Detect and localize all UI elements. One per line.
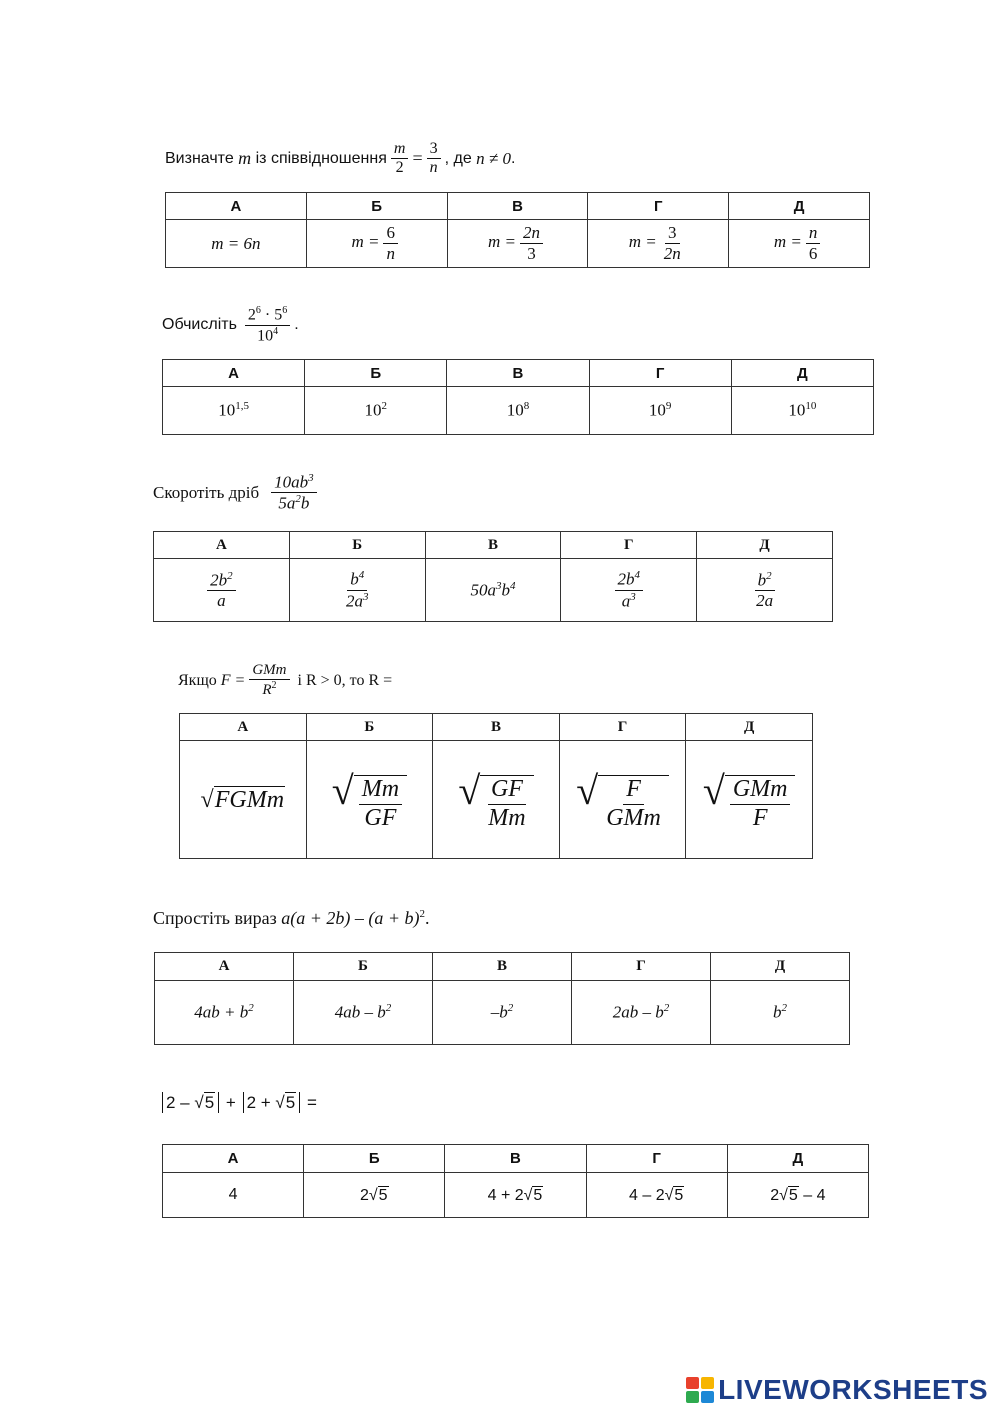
q6-header-c: В xyxy=(445,1145,586,1173)
q3-answer-table xyxy=(153,531,833,622)
q2-options-row xyxy=(163,387,874,435)
liveworksheets-logo xyxy=(686,1374,988,1406)
q6-header-e: Д xyxy=(727,1145,868,1173)
q4-option-c[interactable]: √ $\frac{GF}{Mm}$ xyxy=(433,741,560,859)
q4-header-b: Б xyxy=(306,714,433,741)
q2-header-d: Г xyxy=(589,360,731,387)
q3-option-b[interactable]: $\frac{b^4}{2a^3}$ xyxy=(289,559,425,622)
q1-header-b: Б xyxy=(306,193,447,220)
q4-header-c: В xyxy=(433,714,560,741)
q6-header-a: А xyxy=(163,1145,304,1173)
q4-header-row xyxy=(180,714,813,741)
q1-option-c[interactable]: m = $\frac{2n}{3}$ xyxy=(447,220,588,268)
question-3-prompt: Скоротіть дріб $\frac{10ab^3}{5a^2b}$ xyxy=(153,472,321,513)
q5-option-b[interactable]: $4ab - b^2$ xyxy=(294,981,433,1045)
q2-header-b: Б xyxy=(305,360,447,387)
q3-header-b: Б xyxy=(289,532,425,559)
q5-header-row xyxy=(155,953,850,981)
q4-option-a[interactable]: √FGMm xyxy=(180,741,307,859)
q6-option-e[interactable]: 2√5 – 4 xyxy=(727,1173,868,1218)
q3-header-c: В xyxy=(425,532,561,559)
question-6-prompt: 2 – √5 + 2 + √5 = xyxy=(160,1092,317,1113)
q6-option-a[interactable]: 4 xyxy=(163,1173,304,1218)
q2-header-row xyxy=(163,360,874,387)
q5-option-e[interactable]: $b^2$ xyxy=(711,981,850,1045)
q4-header-e: Д xyxy=(686,714,813,741)
q5-options-row xyxy=(155,981,850,1045)
q1-answer-table xyxy=(165,192,870,268)
q3-header-a: А xyxy=(154,532,290,559)
q5-answer-table xyxy=(154,952,850,1045)
q1-mid: із співвідношення xyxy=(255,149,387,167)
q1-header-d: Г xyxy=(588,193,729,220)
q3-header-d: Г xyxy=(561,532,697,559)
q1-options-row xyxy=(166,220,870,268)
q6-abs-1: 2 – √5 xyxy=(162,1092,219,1113)
question-5-prompt: Спростіть вираз a(a + 2b) – (a + b) $^2$ . xyxy=(153,908,430,928)
q1-fraction-2: $\frac{3}{n}$ xyxy=(427,140,441,178)
q2-answer-table xyxy=(162,359,874,435)
q1-option-b[interactable]: m = $\frac{6}{n}$ xyxy=(306,220,447,268)
q1-header-c: В xyxy=(447,193,588,220)
q1-option-a[interactable]: m = 6n xyxy=(166,220,307,268)
q4-answer-table xyxy=(179,713,813,859)
q5-header-e: Д xyxy=(711,953,850,981)
q2-header-c: В xyxy=(447,360,589,387)
q6-header-row xyxy=(163,1145,869,1173)
q2-fraction: $\frac{2^6 \cdot 5^6}{10^4}$ xyxy=(245,305,290,345)
question-1-prompt: Визначте m із співвідношення $\frac{m}{2}$ = $\frac{3}{n}$ , де n ≠ 0 . xyxy=(165,140,516,177)
q3-header-e: Д xyxy=(697,532,833,559)
q4-options-row xyxy=(180,741,813,859)
q6-abs-2: 2 + √5 xyxy=(243,1092,301,1113)
q2-option-a[interactable]: 10$^{1,5}$ xyxy=(163,387,305,435)
q2-option-e[interactable]: $10^{10}$ xyxy=(731,387,873,435)
q3-option-a[interactable]: $\frac{2b^2}{a}$ xyxy=(154,559,290,622)
q2-header-e: Д xyxy=(731,360,873,387)
q1-text: Визначте xyxy=(165,149,234,167)
question-2-prompt: Обчисліть $\frac{2^6 \cdot 5^6}{10^4}$ . xyxy=(162,305,299,345)
q5-option-a[interactable]: $4ab + b^2$ xyxy=(155,981,294,1045)
q6-header-d: Г xyxy=(586,1145,727,1173)
q6-answer-table xyxy=(162,1144,869,1218)
q4-option-b[interactable]: √ $\frac{Mm}{GF}$ xyxy=(306,741,433,859)
q4-header-a: А xyxy=(180,714,307,741)
q1-header-row xyxy=(166,193,870,220)
q3-fraction: $\frac{10ab^3}{5a^2b}$ xyxy=(271,472,317,513)
q3-options-row xyxy=(154,559,833,622)
q1-var: m xyxy=(238,148,252,169)
q5-header-d: Г xyxy=(572,953,711,981)
q3-option-e[interactable]: $\frac{b^2}{2a}$ xyxy=(697,559,833,622)
q1-header-e: Д xyxy=(729,193,870,220)
q4-fraction: $\frac{\text{GMm}}{R^2}$ xyxy=(249,662,289,700)
q2-option-d[interactable]: $10^9$ xyxy=(589,387,731,435)
q6-options-row xyxy=(163,1173,869,1218)
q3-header-row xyxy=(154,532,833,559)
question-4-prompt: Якщо F = $\frac{\text{GMm}}{R^2}$ і R > 0, то R = xyxy=(178,662,393,699)
q6-option-b[interactable]: 2√5 xyxy=(304,1173,445,1218)
liveworksheets-logo-icon xyxy=(686,1377,714,1403)
q6-header-b: Б xyxy=(304,1145,445,1173)
q1-header-a: А xyxy=(166,193,307,220)
q1-option-d[interactable]: m = $\frac{3}{2n}$ xyxy=(588,220,729,268)
q2-header-a: А xyxy=(163,360,305,387)
q6-option-c[interactable]: 4 + 2√5 xyxy=(445,1173,586,1218)
logo-text: LIVEWORKSHEETS xyxy=(718,1374,988,1405)
q5-header-b: Б xyxy=(294,953,433,981)
q4-option-e[interactable]: √ $\frac{\text{GMm}}{F}$ xyxy=(686,741,813,859)
q5-option-d[interactable]: $2ab - b^2$ xyxy=(572,981,711,1045)
q1-fraction-1: $\frac{m}{2}$ xyxy=(391,140,409,178)
q4-header-d: Г xyxy=(559,714,686,741)
q2-option-b[interactable]: $10^2$ xyxy=(305,387,447,435)
q3-option-d[interactable]: $\frac{2b^4}{a^3}$ xyxy=(561,559,697,622)
q3-option-c[interactable]: $50a^3b^4$ xyxy=(425,559,561,622)
q5-option-c[interactable]: $-b^2$ xyxy=(433,981,572,1045)
q6-option-d[interactable]: 4 – 2√5 xyxy=(586,1173,727,1218)
q4-option-d[interactable]: √ $\frac{F}{\text{GMm}}$ xyxy=(559,741,686,859)
q2-option-c[interactable]: $10^8$ xyxy=(447,387,589,435)
q5-header-a: А xyxy=(155,953,294,981)
q5-header-c: В xyxy=(433,953,572,981)
q1-option-e[interactable]: m = $\frac{n}{6}$ xyxy=(729,220,870,268)
